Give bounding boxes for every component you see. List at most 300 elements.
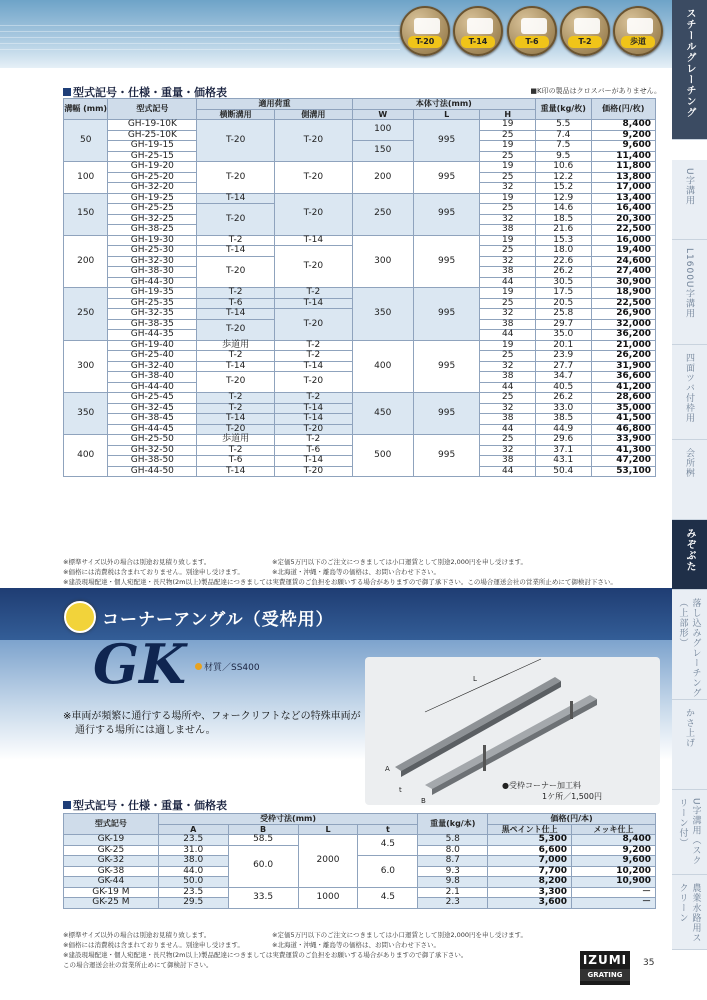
table-cell: 23.5: [158, 835, 228, 846]
vehicle-label: T-20: [408, 36, 442, 48]
table-cell: 40.5: [535, 382, 591, 393]
table-cell: GH-44-50: [108, 466, 197, 477]
table-cell: T-14: [275, 403, 353, 414]
table-cell: 150: [64, 193, 108, 235]
gk-material: 材質／SS400: [195, 660, 260, 673]
sidebar-tab-label: 会所桝: [684, 448, 694, 478]
th-width: 溝幅 (mm): [64, 99, 108, 120]
table-row: [64, 141, 656, 152]
table-cell: 20.1: [535, 340, 591, 351]
th-dims: 受枠寸法(mm): [158, 814, 418, 825]
table-cell: 16,000: [591, 235, 655, 246]
table-cell: GH-25-35: [108, 298, 197, 309]
square-bullet-icon: [63, 88, 71, 96]
table-cell: T-2: [197, 445, 275, 456]
table-cell: 38: [480, 267, 536, 278]
table-cell: 30.5: [535, 277, 591, 288]
table-cell: 37.1: [535, 445, 591, 456]
table1-footnotes-right: [272, 557, 527, 577]
table-cell: T-2: [197, 393, 275, 404]
table-cell: 250: [352, 193, 413, 235]
vehicle-badge-4: [560, 6, 610, 56]
th-l: L: [413, 109, 480, 120]
table-cell: 7,000: [488, 856, 572, 867]
table-cell: 19: [480, 340, 536, 351]
table-cell: 4.5: [358, 887, 418, 908]
table-cell: 26.2: [535, 267, 591, 278]
table-cell: 26.2: [535, 393, 591, 404]
table-cell: T-14: [275, 456, 353, 467]
table-cell: 9.8: [418, 877, 488, 888]
table-cell: 9,200: [591, 130, 655, 141]
table-cell: GH-19-30: [108, 235, 197, 246]
th-plated: メッキ仕上: [572, 824, 656, 835]
table-cell: GH-19-10K: [108, 120, 197, 131]
table-cell: 500: [352, 435, 413, 477]
table-cell: GH-38-35: [108, 319, 197, 330]
table-cell: T-6: [197, 298, 275, 309]
footnote: ※標準サイズ以外の場合は別途お見積り致します。: [63, 558, 211, 566]
table-cell: 4.5: [358, 835, 418, 856]
table-cell: GK-25 M: [64, 898, 159, 909]
table-cell: GH-32-25: [108, 214, 197, 225]
table-cell: 22.6: [535, 256, 591, 267]
th-load: 適用荷重: [197, 99, 352, 110]
th-model: 型式記号: [108, 99, 197, 120]
table-cell: GK-19 M: [64, 887, 159, 898]
table-cell: T-20: [275, 466, 353, 477]
table-cell: GH-25-15: [108, 151, 197, 162]
table-cell: 60.0: [228, 845, 298, 887]
table-cell: 8.7: [418, 856, 488, 867]
table-cell: 46,800: [591, 424, 655, 435]
table-cell: 38: [480, 414, 536, 425]
footnote: ※建設現場配達・個人宛配達・長尺物(2m以上)製品配達につきましては実費運賃のご負担をお願いする場合がありますので御了承下さい。: [63, 951, 468, 959]
table-cell: GH-19-25: [108, 193, 197, 204]
footnote: ※建設現場配達・個人宛配達・長尺物(2m以上)製品配達につきましては実費運賃のご負担をお願いする場合がありますので御了承下さい。この場合運送会社の営業所止めにて御検討下さい。: [63, 578, 617, 586]
table-cell: 2.1: [418, 887, 488, 898]
table-cell: GK-32: [64, 856, 159, 867]
table-cell: GH-19-20: [108, 162, 197, 173]
table-cell: 2.3: [418, 898, 488, 909]
table-cell: 19: [480, 193, 536, 204]
table-cell: GH-25-30: [108, 246, 197, 257]
table-cell: 100: [352, 120, 413, 141]
table-cell: 28,600: [591, 393, 655, 404]
table-cell: 13,800: [591, 172, 655, 183]
table-cell: T-20: [275, 309, 353, 341]
table-cell: 995: [413, 393, 480, 435]
table-cell: GH-25-50: [108, 435, 197, 446]
table-cell: 200: [352, 162, 413, 194]
table-cell: T-14: [275, 414, 353, 425]
table-row: [64, 193, 656, 204]
sidebar-top-label: スチールグレーチング: [684, 8, 695, 118]
table-cell: 21.6: [535, 225, 591, 236]
table-cell: 25: [480, 204, 536, 215]
table-cell: 995: [413, 162, 480, 194]
table-cell: 5.5: [535, 120, 591, 131]
table-cell: 13,400: [591, 193, 655, 204]
table-cell: 47,200: [591, 456, 655, 467]
table-cell: 44: [480, 382, 536, 393]
th-a: A: [158, 824, 228, 835]
table-cell: 9,600: [591, 141, 655, 152]
gk-warning: ※車両が頻繁に通行する場所や、フォークリフトなどの特殊車両が 通行する場所には適しません。: [63, 711, 361, 736]
illus-label-B: B: [421, 797, 426, 805]
table-cell: 26,900: [591, 309, 655, 320]
table2-title: 型式記号・仕様・重量・価格表: [63, 797, 227, 813]
table-cell: GH-25-10K: [108, 130, 197, 141]
table-cell: 32: [480, 445, 536, 456]
table-cell: 33.0: [535, 403, 591, 414]
vehicle-badge-3: [507, 6, 557, 56]
table-cell: 8,400: [572, 835, 656, 846]
table-cell: 31.0: [158, 845, 228, 856]
table-cell: 19: [480, 141, 536, 152]
spec-table-gh: [63, 98, 656, 477]
table-cell: GK-38: [64, 866, 159, 877]
table-cell: T-2: [275, 288, 353, 299]
table-cell: GH-44-40: [108, 382, 197, 393]
footnote: ※標準サイズ以外の場合は別途お見積り致します。: [63, 931, 211, 939]
table-row: [64, 393, 656, 404]
square-bullet-icon: [63, 801, 71, 809]
pedestrian-icon: [627, 18, 653, 34]
table-cell: 9,600: [572, 856, 656, 867]
footnote: ※価格には消費税は含まれておりません。別途申し受けます。: [63, 568, 244, 576]
sidebar-tab-7[interactable]: [672, 700, 707, 790]
vehicle-label: T-14: [461, 36, 495, 48]
table-cell: 18.0: [535, 246, 591, 257]
table-cell: GH-32-40: [108, 361, 197, 372]
table-cell: T-20: [275, 424, 353, 435]
table-cell: T-20: [197, 120, 275, 162]
sidebar-top: [672, 0, 707, 140]
table-cell: GH-38-30: [108, 267, 197, 278]
table-row: [64, 162, 656, 173]
th-weight: 重量(kg/枚): [535, 99, 591, 120]
table-cell: 25: [480, 298, 536, 309]
illus-label-L: L: [473, 675, 477, 683]
footnote: ※北海道・沖縄・離島等の価格は、お問い合わせ下さい。: [272, 568, 440, 576]
table-cell: 53,100: [591, 466, 655, 477]
table-cell: 26,200: [591, 351, 655, 362]
table-cell: 8,200: [488, 877, 572, 888]
table-cell: T-2: [275, 435, 353, 446]
table-cell: 38.0: [158, 856, 228, 867]
table-cell: 300: [64, 340, 108, 393]
table-row: [64, 120, 656, 131]
table-cell: 36,600: [591, 372, 655, 383]
table-cell: 25: [480, 393, 536, 404]
table-cell: T-2: [197, 288, 275, 299]
table-cell: 11,800: [591, 162, 655, 173]
table-cell: 14.6: [535, 204, 591, 215]
table-cell: T-20: [197, 319, 275, 340]
table-cell: T-14: [197, 309, 275, 320]
table-cell: 8.0: [418, 845, 488, 856]
table-cell: T-14: [275, 235, 353, 246]
table-cell: 50: [64, 120, 108, 162]
sidebar-tab-label: 農業水路用スクリーン: [677, 883, 701, 943]
table-cell: T-14: [197, 361, 275, 372]
vehicle-label: 歩道: [621, 36, 655, 48]
table-cell: 350: [64, 393, 108, 435]
table-cell: T-14: [275, 298, 353, 309]
table-cell: T-20: [275, 246, 353, 288]
table-cell: 44: [480, 330, 536, 341]
corner-angle-icon: [64, 601, 96, 633]
sidebar-tab-8[interactable]: [672, 790, 707, 875]
table-cell: 25: [480, 151, 536, 162]
table-cell: 38: [480, 372, 536, 383]
sidebar-tab-label: U字溝用: [684, 168, 694, 206]
table-cell: GH-32-20: [108, 183, 197, 194]
table-cell: 41,200: [591, 382, 655, 393]
table-cell: T-14: [197, 193, 275, 204]
vehicle-label: T-6: [515, 36, 549, 48]
table-cell: GK-44: [64, 877, 159, 888]
table-cell: 32: [480, 403, 536, 414]
table-cell: 150: [352, 141, 413, 162]
th-price: 価格(円/本): [488, 814, 656, 825]
table-row: [64, 288, 656, 299]
table-cell: 1000: [298, 887, 358, 908]
table-cell: 995: [413, 235, 480, 288]
table-cell: T-20: [197, 204, 275, 236]
table-cell: 7.4: [535, 130, 591, 141]
table-cell: 29.5: [158, 898, 228, 909]
table-cell: GH-38-45: [108, 414, 197, 425]
th-load-side: 側溝用: [275, 109, 353, 120]
table-cell: 歩道用: [197, 435, 275, 446]
table-cell: 5.8: [418, 835, 488, 846]
table-cell: 38.5: [535, 414, 591, 425]
table-cell: 25.8: [535, 309, 591, 320]
sidebar-tab-5[interactable]: [672, 520, 707, 590]
sidebar-tab-label: 四面ツバ付枠用: [684, 353, 694, 423]
table-cell: T-14: [275, 361, 353, 372]
sidebar-tab-label: 落し込みグレーチング（上部形）: [677, 598, 701, 698]
table-cell: 12.9: [535, 193, 591, 204]
table-cell: －: [572, 887, 656, 898]
table-cell: T-2: [275, 393, 353, 404]
table1-note: ■K印の製品はクロスバーがありません。: [530, 87, 661, 95]
table-cell: GH-19-40: [108, 340, 197, 351]
table-cell: T-20: [275, 193, 353, 235]
table-cell: 41,300: [591, 445, 655, 456]
table-cell: GH-19-15: [108, 141, 197, 152]
table-cell: 200: [64, 235, 108, 288]
vehicle-label: T-2: [568, 36, 602, 48]
table-cell: 27,400: [591, 267, 655, 278]
table-cell: 25: [480, 246, 536, 257]
table-row: [64, 235, 656, 246]
table-cell: 25: [480, 435, 536, 446]
table-cell: 44.0: [158, 866, 228, 877]
table-cell: T-14: [197, 466, 275, 477]
table-cell: GK-25: [64, 845, 159, 856]
table-cell: 33,900: [591, 435, 655, 446]
table-cell: GH-32-35: [108, 309, 197, 320]
footnote: ※価格には消費税は含まれておりません。別途申し受けます。: [63, 941, 244, 949]
orange-dot-icon: [195, 663, 202, 670]
table-cell: 34.7: [535, 372, 591, 383]
table-cell: 19: [480, 235, 536, 246]
sidebar-tab-3[interactable]: [672, 345, 707, 440]
table-cell: GH-32-30: [108, 256, 197, 267]
table-cell: 15.3: [535, 235, 591, 246]
table-cell: 19,400: [591, 246, 655, 257]
table-cell: 25: [480, 130, 536, 141]
table-cell: 7.5: [535, 141, 591, 152]
table-cell: 23.9: [535, 351, 591, 362]
table-cell: 450: [352, 393, 413, 435]
table-cell: 50.0: [158, 877, 228, 888]
sidebar-tab-2[interactable]: [672, 240, 707, 345]
table-cell: GH-38-50: [108, 456, 197, 467]
table-row: [64, 887, 656, 898]
table-cell: GH-32-45: [108, 403, 197, 414]
table-row: [64, 835, 656, 846]
table-cell: 20,300: [591, 214, 655, 225]
table-cell: 21,000: [591, 340, 655, 351]
table-cell: GH-25-45: [108, 393, 197, 404]
table-cell: 44: [480, 424, 536, 435]
table-cell: 24,600: [591, 256, 655, 267]
th-weight: 重量(kg/本): [418, 814, 488, 835]
sidebar-tab-label: みぞぶた: [684, 528, 695, 572]
footnote: ※定価5万円以下のご注文につきましては小口運賃として別途2,000円を申し受けます。: [272, 558, 528, 566]
table-cell: 7,700: [488, 866, 572, 877]
izumi-logo: IZUMI GRATING: [580, 951, 630, 985]
table-cell: 18.5: [535, 214, 591, 225]
page-number: 35: [643, 958, 655, 968]
table-row: [64, 856, 656, 867]
sidebar-tab-1[interactable]: [672, 160, 707, 240]
table-cell: 58.5: [228, 835, 298, 846]
table-cell: 19: [480, 288, 536, 299]
table-cell: GK-19: [64, 835, 159, 846]
table-cell: 31,900: [591, 361, 655, 372]
table-cell: 44: [480, 277, 536, 288]
table-cell: 歩道用: [197, 340, 275, 351]
table-cell: T-2: [197, 403, 275, 414]
table-cell: 9.3: [418, 866, 488, 877]
illus-caption: ●受枠コーナー加工料 1ケ所／1,500円: [502, 781, 602, 801]
table-cell: 35,000: [591, 403, 655, 414]
table-cell: 32: [480, 214, 536, 225]
table-cell: 17,000: [591, 183, 655, 194]
spec-table-gk: [63, 813, 656, 909]
table-cell: 11,400: [591, 151, 655, 162]
table-cell: 36,200: [591, 330, 655, 341]
gk-code: GK: [93, 632, 187, 696]
table-cell: 995: [413, 340, 480, 393]
table-cell: 19: [480, 120, 536, 131]
table-cell: T-20: [275, 372, 353, 393]
table-cell: 400: [64, 435, 108, 477]
table-cell: 10.6: [535, 162, 591, 173]
table-cell: 32: [480, 183, 536, 194]
th-t: t: [358, 824, 418, 835]
table-cell: T-6: [197, 456, 275, 467]
th-load-cross: 横断溝用: [197, 109, 275, 120]
table-row: [64, 435, 656, 446]
table-cell: 18,900: [591, 288, 655, 299]
illus-label-A: A: [385, 765, 390, 773]
table-cell: 10,900: [572, 877, 656, 888]
th-w: W: [352, 109, 413, 120]
table1-title: 型式記号・仕様・重量・価格表: [63, 84, 227, 100]
table-cell: T-2: [197, 235, 275, 246]
table-cell: 38: [480, 319, 536, 330]
table-cell: GH-25-25: [108, 204, 197, 215]
table-cell: 16,400: [591, 204, 655, 215]
table-cell: 23.5: [158, 887, 228, 898]
table-cell: GH-44-35: [108, 330, 197, 341]
table-cell: 15.2: [535, 183, 591, 194]
th-dims: 本体寸法(mm): [352, 99, 535, 110]
th-price: 価格(円/枚): [591, 99, 655, 120]
table-cell: T-2: [197, 351, 275, 362]
vehicle-badge-2: [453, 6, 503, 56]
sidebar-tab-6[interactable]: [672, 590, 707, 700]
bus-icon: [467, 18, 493, 34]
table-cell: 2000: [298, 835, 358, 888]
table-cell: T-20: [275, 120, 353, 162]
table-cell: 300: [352, 235, 413, 288]
sidebar-tab-9[interactable]: [672, 875, 707, 950]
th-l: L: [298, 824, 358, 835]
sidebar-tab-label: U字溝用（スクリーン付）: [677, 798, 701, 866]
footnote: ※北海道・沖縄・離島等の価格は、お問い合わせ下さい。: [272, 941, 440, 949]
table-cell: T-20: [197, 162, 275, 194]
table-cell: 32: [480, 361, 536, 372]
table-cell: 17.5: [535, 288, 591, 299]
table-cell: T-2: [275, 351, 353, 362]
table-cell: 27.7: [535, 361, 591, 372]
table-cell: T-20: [197, 372, 275, 393]
table-cell: 20.5: [535, 298, 591, 309]
table-cell: 6.0: [358, 856, 418, 888]
table-cell: 6,600: [488, 845, 572, 856]
table-cell: 8,400: [591, 120, 655, 131]
sidebar-tab-4[interactable]: [672, 440, 707, 520]
footnote: この場合運送会社の営業所止めにて御検討下さい。: [63, 961, 213, 969]
table-cell: 38: [480, 225, 536, 236]
table-cell: 44.9: [535, 424, 591, 435]
sidebar-tab-label: L1600U字溝用: [684, 248, 694, 319]
table-cell: 995: [413, 120, 480, 162]
th-model: 型式記号: [64, 814, 159, 835]
table-cell: GH-25-20: [108, 172, 197, 183]
table-cell: 32: [480, 256, 536, 267]
small-truck-icon: [521, 18, 547, 34]
table-cell: 38: [480, 456, 536, 467]
table-cell: 12.2: [535, 172, 591, 183]
table-cell: GH-32-50: [108, 445, 197, 456]
table-cell: 9,200: [572, 845, 656, 856]
vehicle-badge-1: [400, 6, 450, 56]
table2-footnotes-right: [272, 930, 527, 950]
table-row: [64, 340, 656, 351]
table-cell: 19: [480, 162, 536, 173]
footnote: ※定価5万円以下のご注文につきましては小口運賃として別途2,000円を申し受けます。: [272, 931, 528, 939]
table-cell: 100: [64, 162, 108, 194]
table-cell: GH-38-40: [108, 372, 197, 383]
